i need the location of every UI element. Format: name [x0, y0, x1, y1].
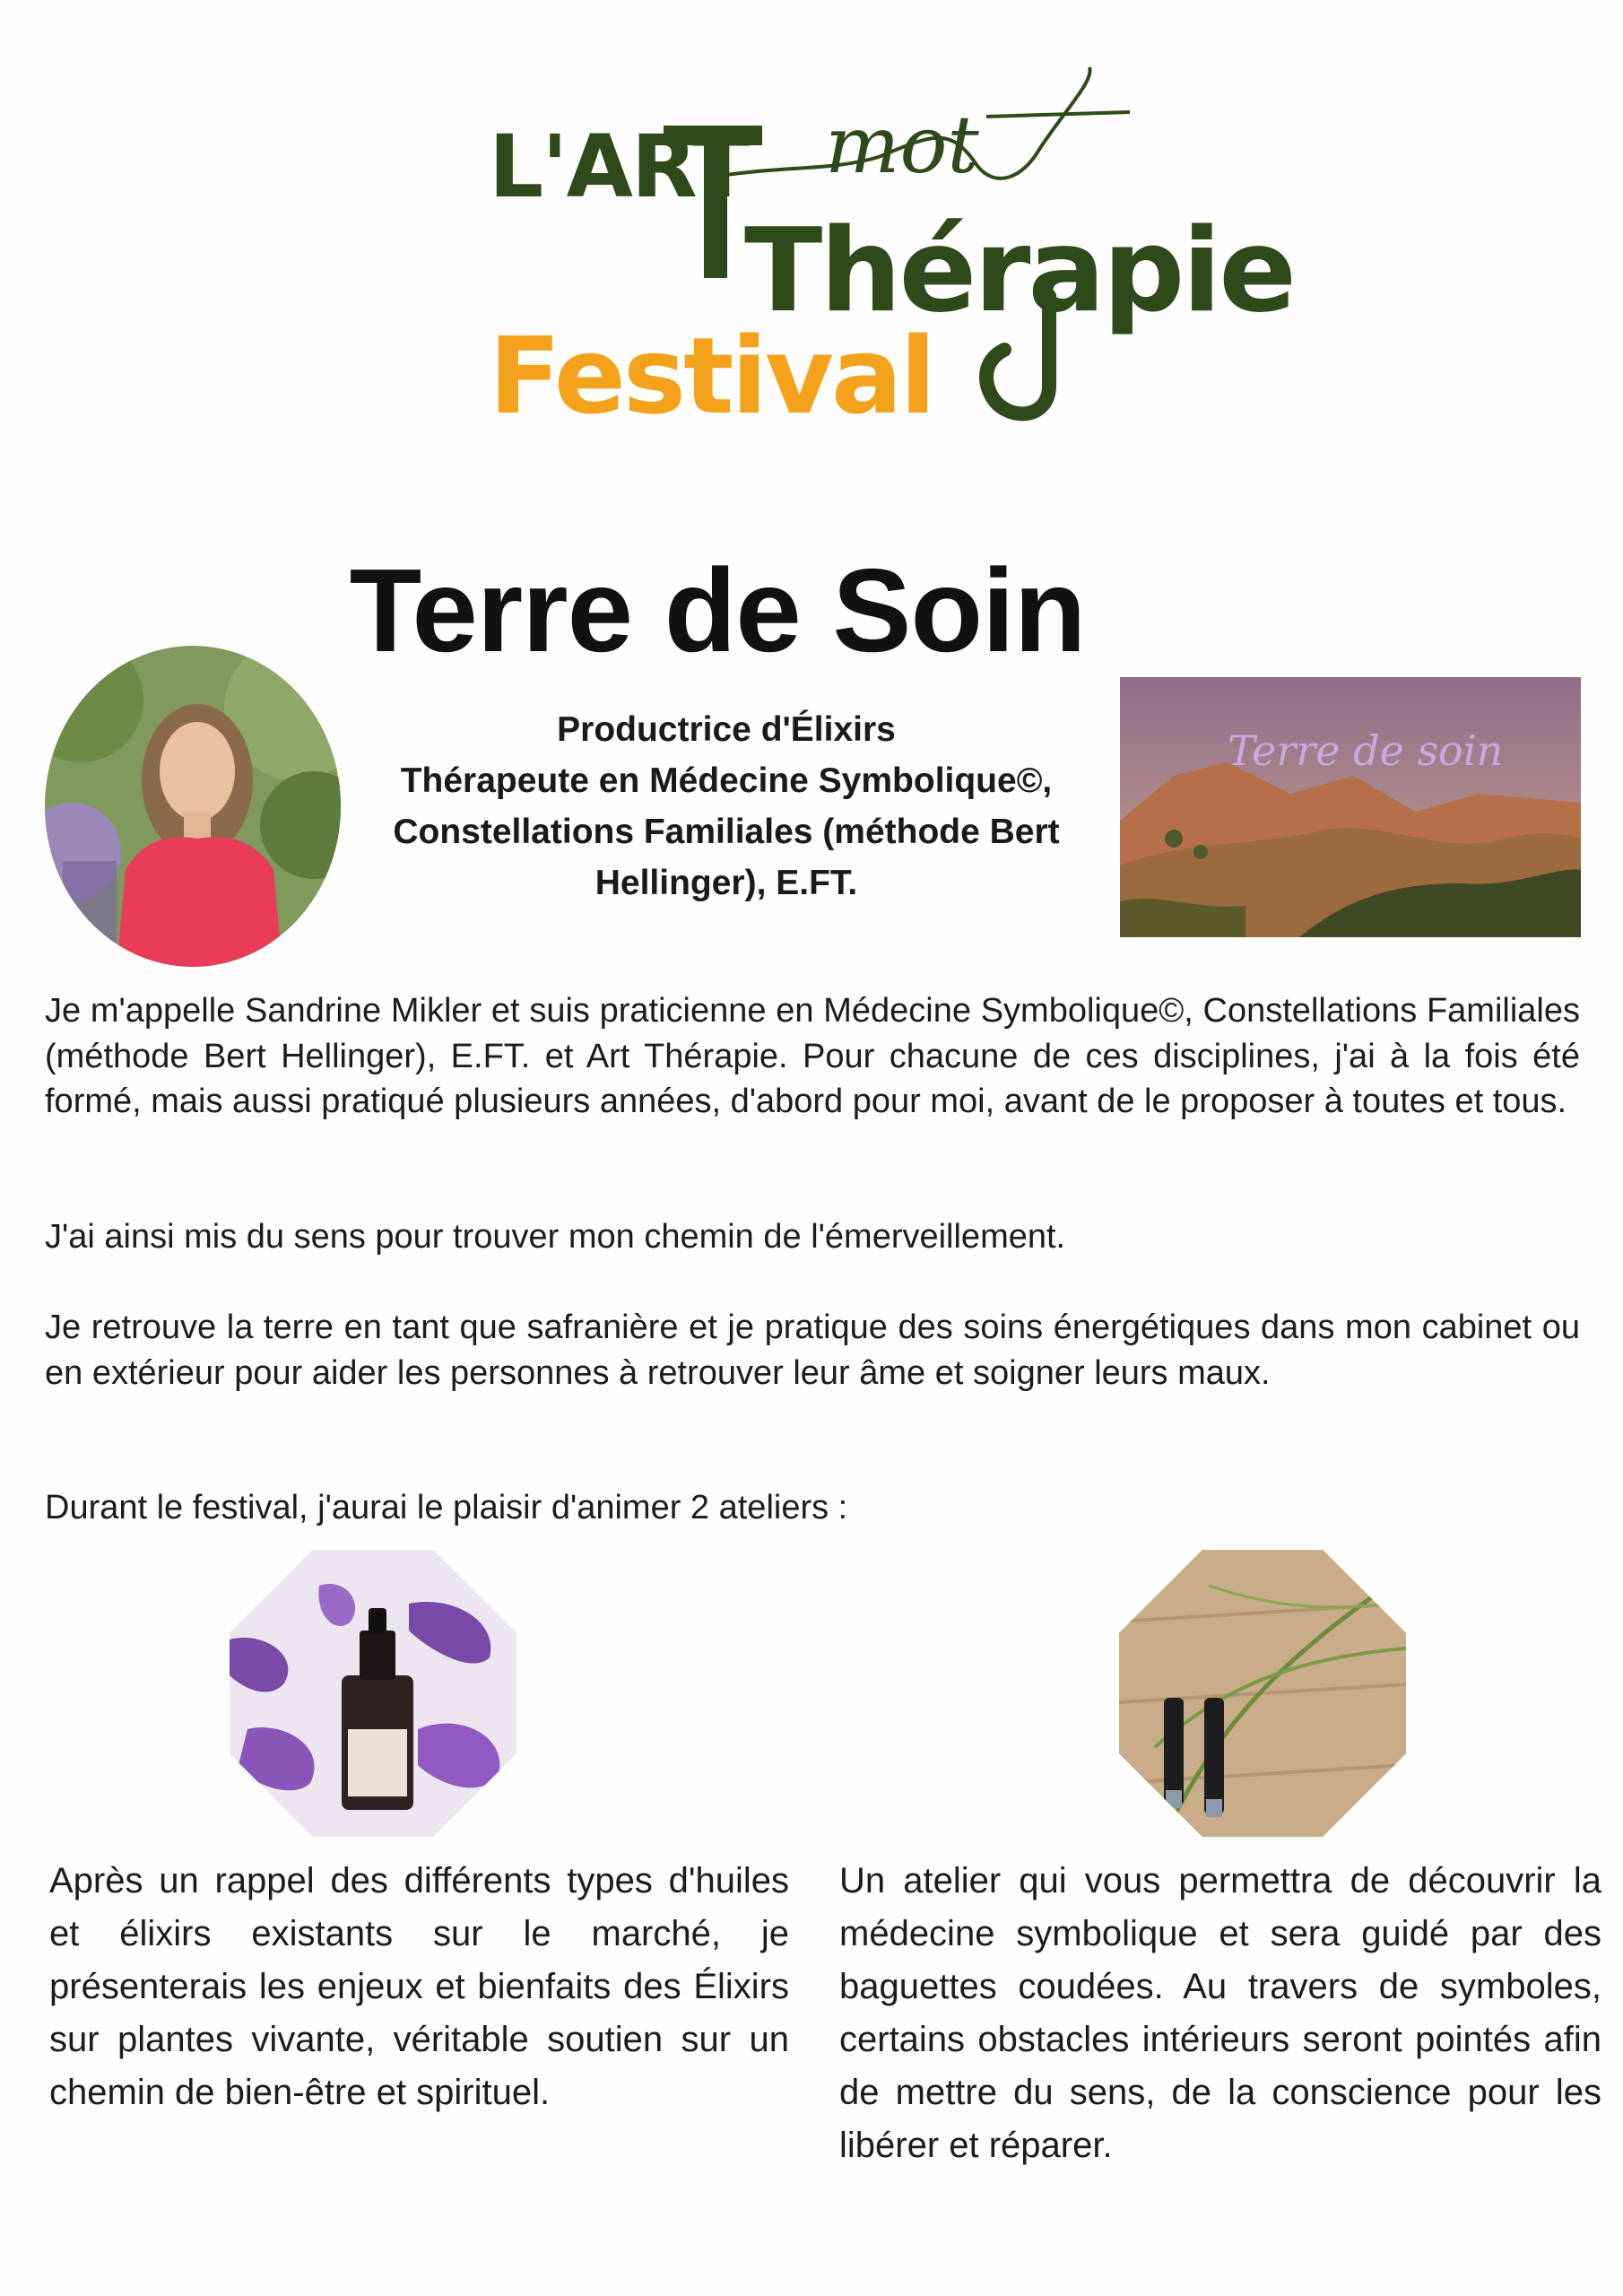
portrait-photo [45, 646, 341, 967]
subtitle-line: Constellations Familiales (méthode Bert [393, 813, 1060, 851]
subtitle-line: Hellinger), E.FT. [595, 864, 858, 902]
dowsing-rods-image-icon [1119, 1550, 1406, 1837]
dowsing-rods-photo [1119, 1550, 1406, 1837]
logo-art-word: L'ART [489, 117, 749, 217]
workshop-elixirs-description: Après un rappel des différents types d'huiles et élixirs existants sur le marché, je présenterais les enjeux et bienfaits des Élixirs sur plantes vivante, véritable soutien sur un chemin de bien-être et spirituel. [49, 1861, 789, 2112]
portrait-image-icon [45, 646, 341, 967]
subtitle-line: Productrice d'Élixirs [557, 710, 896, 749]
meaning-paragraph: J'ai ainsi mis du sens pour trouver mon chemin de l'émerveillement. [45, 1218, 1066, 1256]
landscape-image-icon [1120, 677, 1581, 937]
practice-paragraph: Je retrouve la terre en tant que safranière et je pratique des soins énergétiques dans mon cabinet ou en extérieur pour aider les personnes à retrouver leur âme et soigner leurs maux. [45, 1309, 1580, 1392]
elixir-bottle-photo [230, 1550, 516, 1837]
subtitle-line: Thérapeute en Médecine Symbolique©, [400, 761, 1053, 800]
page-title: Terre de Soin [349, 544, 1086, 676]
landscape-caption: Terre de soin [1228, 726, 1504, 775]
workshop-symbolic-medicine-description: Un atelier qui vous permettra de découvrir la médecine symbolique et sera guidé par des baguettes coudées. Au travers de symboles, certains obstacles intérieurs seront pointés afin de mettre du sens, de la conscience pour les libérer et réparer. [839, 1861, 1601, 2165]
practitioner-titles [354, 704, 1098, 909]
logo-festival-word: Festival [489, 314, 933, 438]
workshops-intro-paragraph: Durant le festival, j'aurai le plaisir d'animer 2 ateliers : [45, 1489, 848, 1526]
logo-mot-word: mot [825, 99, 979, 191]
landscape-photo [1120, 677, 1581, 937]
logo-therapie-word: Thérapie [744, 204, 1295, 338]
elixir-image-icon [230, 1550, 516, 1837]
intro-paragraph: Je m'appelle Sandrine Mikler et suis praticienne en Médecine Symbolique©, Constellations Familiales (méthode Bert Hellinger), E.FT. et Art Thérapie. Pour chacune de ces disciplines, j'ai à la fois été formé, mais aussi pratiqué plusieurs années, d'abord pour moi, avant de le proposer à toutes et tous. [45, 992, 1580, 1120]
